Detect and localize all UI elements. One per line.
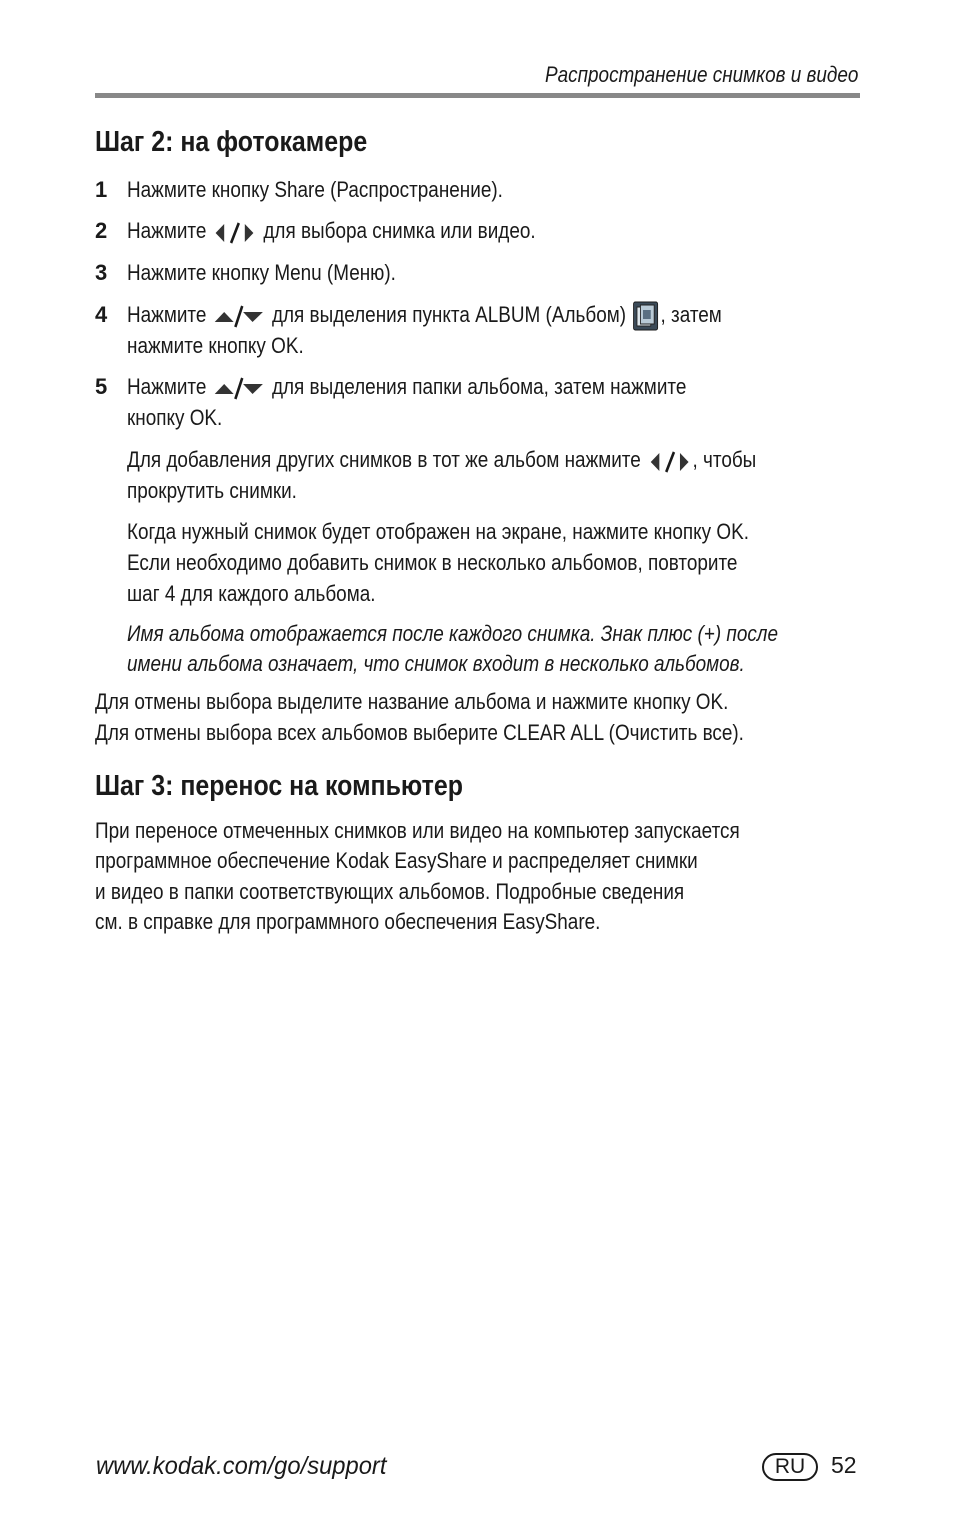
- step3-heading: Шаг 3: перенос на компьютер: [95, 770, 463, 802]
- step-number-5: 5: [95, 374, 108, 399]
- step-text-2: Нажмите для выбора снимка или видео.: [127, 215, 602, 246]
- step3-para-line2: программное обеспечение Kodak EasyShare и распределяет снимки: [95, 848, 698, 873]
- running-header: Распространение снимков и видео: [544, 62, 858, 87]
- step-number-1: 1: [95, 177, 108, 202]
- step-text-1: Нажмите кнопку Share (Распространение).: [127, 177, 503, 202]
- ok-para-line2: Если необходимо добавить снимок в несколько альбомов, повторите: [127, 550, 738, 575]
- cancel-line1: Для отмены выбора выделите название альбома и нажмите кнопку OK.: [95, 689, 729, 714]
- ok-para-line1: Когда нужный снимок будет отображен на экране, нажмите кнопку OK.: [127, 519, 749, 544]
- step-number-3: 3: [95, 260, 108, 285]
- step3-para-line1: При переносе отмеченных снимков или видео на компьютер запускается: [95, 818, 740, 843]
- add-photos-para-line2: прокрутить снимки.: [127, 478, 297, 503]
- step-text-5-cont: кнопку OK.: [127, 405, 223, 430]
- step3-para-line4: см. в справке для программного обеспечения EasyShare.: [95, 909, 601, 934]
- up-down-arrows-icon: [213, 375, 265, 401]
- step-text-5: Нажмите для выделения папки альбома, затем нажмите: [127, 371, 777, 402]
- footer-support-link[interactable]: www.kodak.com/go/support: [96, 1452, 387, 1480]
- ok-para-line3: шаг 4 для каждого альбома.: [127, 581, 376, 606]
- step-text-3: Нажмите кнопку Menu (Меню).: [127, 260, 396, 285]
- album-icon: [633, 301, 659, 331]
- note-line2: имени альбома означает, что снимок входит в несколько альбомов.: [127, 651, 745, 676]
- note-line1: Имя альбома отображается после каждого снимка. Знак плюс (+) после: [127, 621, 779, 646]
- header-rule: [95, 93, 860, 98]
- step2-heading: Шаг 2: на фотокамере: [95, 126, 368, 158]
- step-text-4-cont: нажмите кнопку OK.: [127, 333, 304, 358]
- up-down-arrows-icon: [213, 303, 265, 329]
- page-number: 52: [831, 1452, 857, 1478]
- add-photos-para-line1: Для добавления других снимков в тот же альбом нажмите , чтобы: [127, 444, 859, 475]
- step-number-4: 4: [95, 302, 108, 327]
- step-number-2: 2: [95, 218, 108, 243]
- step3-para-line3: и видео в папки соответствующих альбомов. Подробные сведения: [95, 879, 685, 904]
- cancel-line2: Для отмены выбора всех альбомов выберите CLEAR ALL (Очистить все).: [95, 720, 744, 745]
- left-right-arrows-icon: [213, 219, 256, 245]
- left-right-arrows-icon: [648, 448, 691, 474]
- language-badge: RU: [762, 1453, 818, 1481]
- step-text-4: Нажмите для выделения пункта ALBUM (Альбом) , затем: [127, 299, 819, 331]
